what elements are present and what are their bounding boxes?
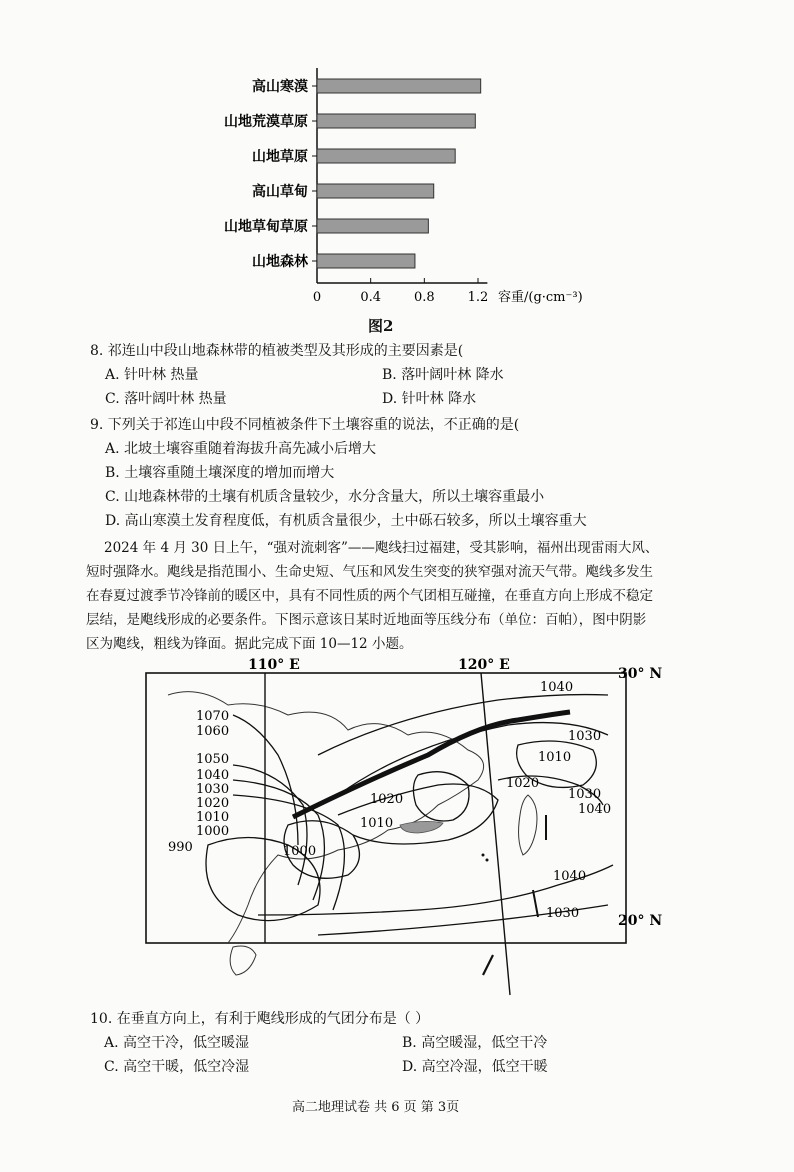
question-10-option-b: B. 高空暖湿，低空干冷 <box>402 1035 548 1051</box>
lat-20n-label: 20° N <box>618 913 663 929</box>
category-label-4: 山地草甸草原 <box>224 219 308 235</box>
question-8-option-a: A. 针叶林 热量 <box>105 367 199 383</box>
category-label-0: 高山寒漠 <box>252 79 308 95</box>
x-axis-label: 容重/(g·cm⁻³) <box>498 290 583 305</box>
isobar-label-7: 1000 <box>196 824 230 839</box>
x-tick-label-2: 0.8 <box>413 290 435 305</box>
passage-line-1: 2024 年 4 月 30 日上午，“强对流刺客”——飑线扫过福建，受其影响，福州出现雷雨大风、 <box>104 540 659 556</box>
question-10-option-c: C. 高空干暖，低空冷湿 <box>104 1059 250 1075</box>
question-10-option-d: D. 高空冷湿，低空干暖 <box>402 1059 548 1075</box>
lon-110e-label: 110° E <box>248 657 300 673</box>
isobar-label-8: 990 <box>168 840 193 855</box>
passage-line-5: 区为飑线，粗线为锋面。据此完成下面 10—12 小题。 <box>86 636 413 652</box>
taiwan-island <box>519 795 537 855</box>
squall-line-shaded <box>400 821 443 833</box>
question-10-stem: 10. 在垂直方向上，有利于飑线形成的气团分布是（ ） <box>90 1011 430 1027</box>
isobar-label-5: 1020 <box>196 796 230 811</box>
isobar-label-13: 1040 <box>540 680 574 695</box>
cold-front <box>293 712 570 817</box>
isobar-label-3: 1040 <box>196 768 230 783</box>
isobar-label-9: 1000 <box>283 844 317 859</box>
question-9-option-b: B. 土壤容重随土壤深度的增加而增大 <box>105 465 335 481</box>
question-8-option-d: D. 针叶林 降水 <box>382 391 477 407</box>
question-8-option-b: B. 落叶阔叶林 降水 <box>382 367 504 383</box>
question-8-option-c: C. 落叶阔叶林 热量 <box>105 391 227 407</box>
category-label-3: 高山草甸 <box>252 184 308 200</box>
isobar-label-6: 1010 <box>196 810 230 825</box>
question-8-stem: 8. 祁连山中段山地森林带的植被类型及其形成的主要因素是( <box>90 343 464 359</box>
category-label-2: 山地草原 <box>252 149 308 165</box>
lat-30n-label: 30° N <box>618 666 663 682</box>
soil-bulk-density-bar-chart <box>0 60 794 340</box>
category-label-5: 山地森林 <box>252 254 308 270</box>
mark-2 <box>533 890 538 917</box>
x-tick-label-3: 1.2 <box>467 290 489 305</box>
question-9-option-a: A. 北坡土壤容重随着海拔升高先减小后增大 <box>105 441 377 457</box>
isobar-label-1: 1060 <box>196 724 230 739</box>
isobar-label-2: 1050 <box>196 752 230 767</box>
bar-4 <box>317 219 428 233</box>
lon-120e-label: 120° E <box>458 657 510 673</box>
bar-3 <box>317 184 434 198</box>
passage-line-2: 短时强降水。飑线是指范围小、生命史短、气压和风发生突变的狭窄强对流天气带。飑线多发生 <box>86 564 653 580</box>
bar-1 <box>317 114 475 128</box>
x-tick-label-1: 0.4 <box>360 290 382 305</box>
isobar-label-18: 1040 <box>553 869 587 884</box>
isobar-label-11: 1020 <box>370 792 404 807</box>
isobar-label-14: 1030 <box>568 729 602 744</box>
question-9-option-d: D. 高山寒漠土发育程度低，有机质含量很少，土中砾石较多，所以土壤容重大 <box>105 513 587 529</box>
category-label-1: 山地荒漠草原 <box>224 114 308 130</box>
passage-line-3: 在春夏过渡季节冷锋前的暖区中，具有不同性质的两个气团相互碰撞，在垂直方向上形成不稳定 <box>86 588 653 604</box>
hainan-island <box>230 946 256 975</box>
mark-3 <box>483 955 493 975</box>
isobar-label-15: 1010 <box>538 750 572 765</box>
isobars <box>206 695 613 935</box>
bar-0 <box>317 79 481 93</box>
isobar-map <box>138 655 668 1000</box>
page-footer: 高二地理试卷 共 6 页 第 3页 <box>292 1100 460 1115</box>
isobar-label-19: 1030 <box>546 906 580 921</box>
passage-line-4: 层结，是飑线形成的必要条件。下图示意该日某时近地面等压线分布（单位：百帕），图中阴影 <box>86 612 647 628</box>
x-tick-label-0: 0 <box>312 290 322 305</box>
isobar-label-0: 1070 <box>196 709 230 724</box>
question-10-option-a: A. 高空干冷，低空暖湿 <box>104 1035 250 1051</box>
bar-2 <box>317 149 455 163</box>
isobar-label-4: 1030 <box>196 782 230 797</box>
isobar-label-16: 1030 <box>568 787 602 802</box>
bar-5 <box>317 254 415 268</box>
isobar-label-17: 1040 <box>578 802 612 817</box>
question-9-option-c: C. 山地森林带的土壤有机质含量较少，水分含量大，所以土壤容重最小 <box>105 489 545 505</box>
chart-caption: 图2 <box>368 317 394 335</box>
question-9-stem: 9. 下列关于祁连山中段不同植被条件下土壤容重的说法，不正确的是( <box>90 417 520 433</box>
isobar-label-10: 1010 <box>360 816 394 831</box>
isobar-label-12: 1020 <box>506 776 540 791</box>
